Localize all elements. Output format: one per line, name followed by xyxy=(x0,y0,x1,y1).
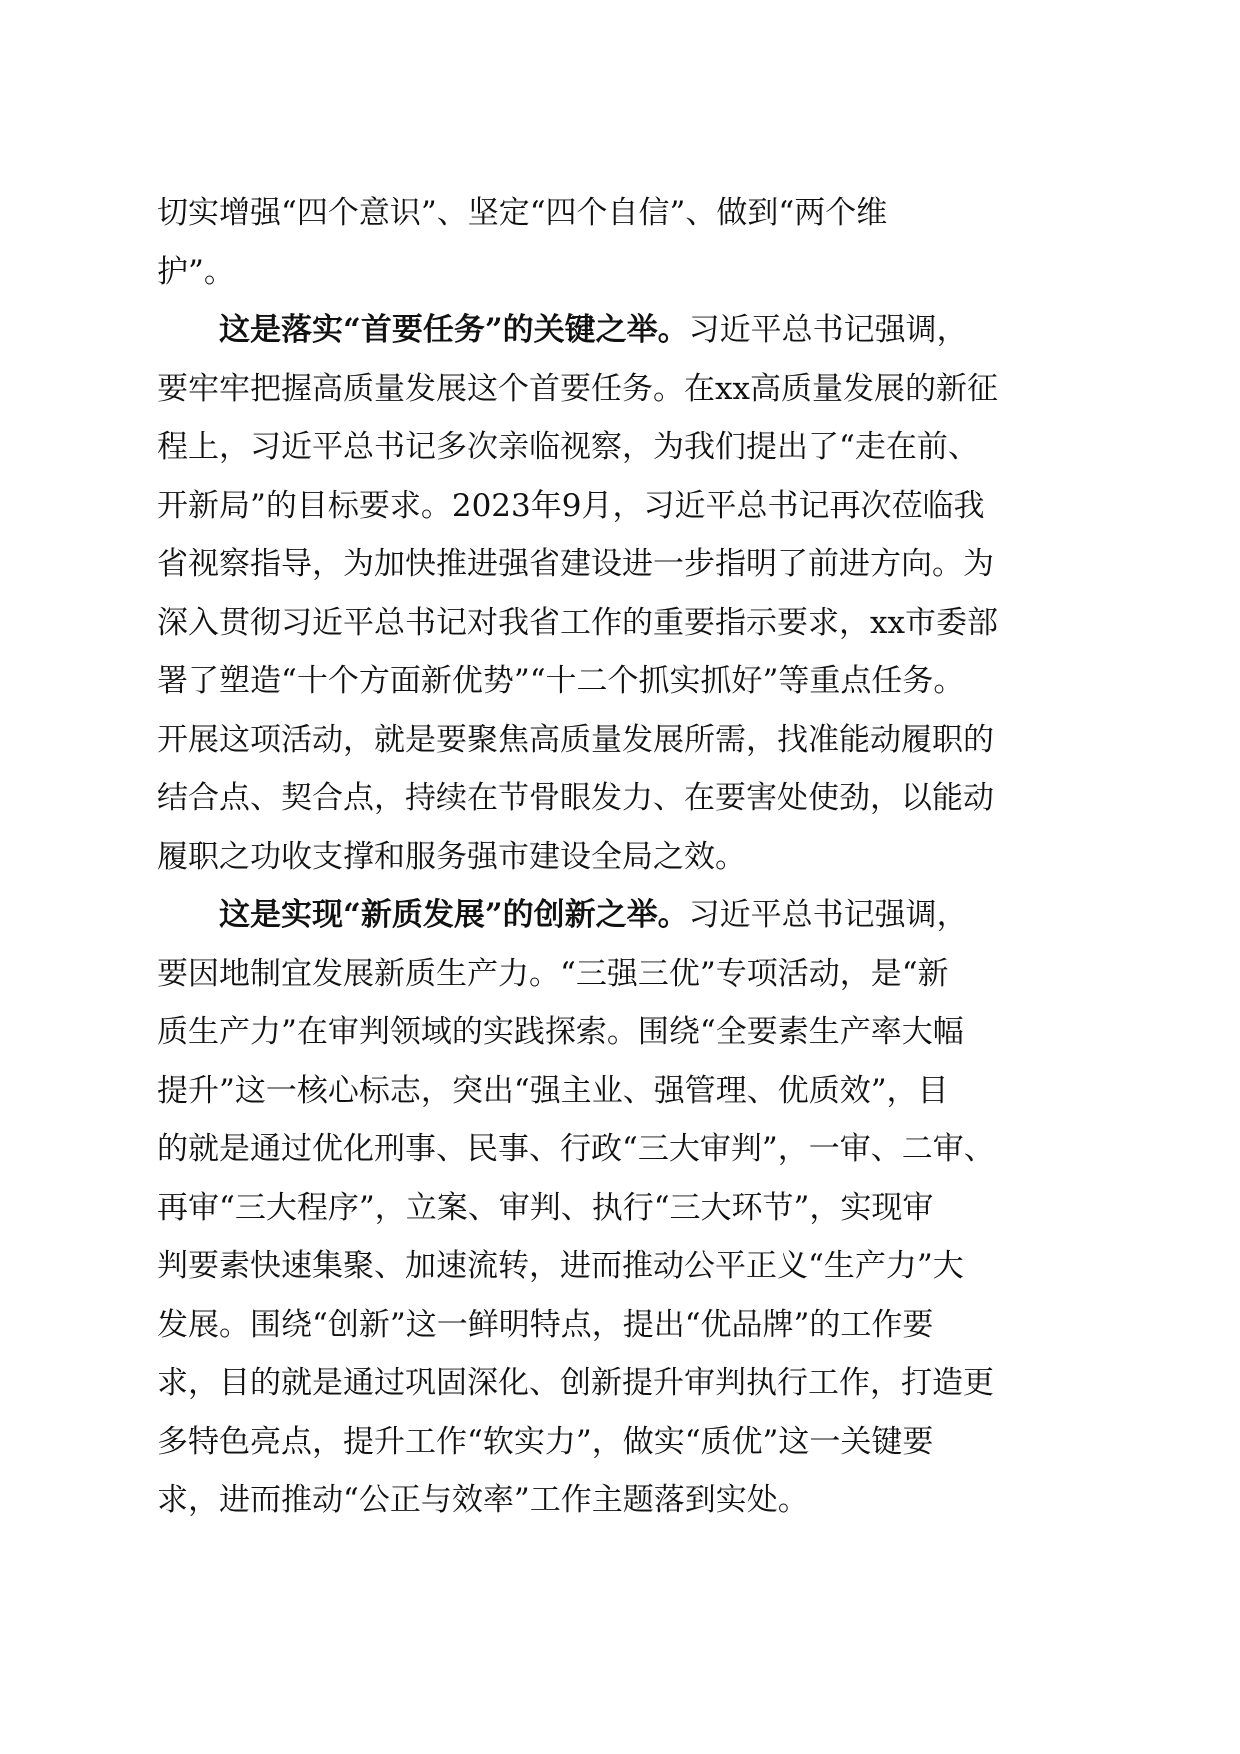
paragraph-first-task xyxy=(157,301,1087,886)
text-line: 再审“三大程序”，立案、审判、执行“三大环节”，实现审 xyxy=(157,1189,934,1226)
document-body xyxy=(157,184,1087,1530)
paragraph-first-line xyxy=(157,301,1087,360)
text-line: 判要素快速集聚、加速流转，进而推动公平正义“生产力”大 xyxy=(157,1248,964,1284)
text-line: 结合点、契合点，持续在节骨眼发力、在要害处使劲，以能动 xyxy=(157,780,994,816)
text-line: 护”。 xyxy=(157,253,235,290)
text-line: 的就是通过优化刑事、民事、行政“三大审判”，一审、二审、 xyxy=(157,1131,995,1167)
text-line: 要牢牢把握高质量发展这个首要任务。在xx高质量发展的新征 xyxy=(157,370,998,407)
paragraph-heading: 这是实现“新质发展”的创新之举。 xyxy=(219,897,689,933)
text-line: 开新局”的目标要求。2023年9月，习近平总书记再次莅临我 xyxy=(157,487,985,524)
text-line: 多特色亮点，提升工作“软实力”，做实“质优”这一关键要 xyxy=(157,1423,934,1460)
text-line: 切实增强“四个意识”、坚定“四个自信”、做到“两个维 xyxy=(157,195,888,231)
text-line: 求，目的就是通过巩固深化、创新提升审判执行工作，打造更 xyxy=(157,1365,994,1401)
text-line: 发展。围绕“创新”这一鲜明特点，提出“优品牌”的工作要 xyxy=(157,1306,934,1343)
text-line: 求，进而推动“公正与效率”工作主题落到实处。 xyxy=(157,1482,809,1518)
text-line: 署了塑造“十个方面新优势”“十二个抓实抓好”等重点任务。 xyxy=(157,663,965,699)
text-line: 开展这项活动，就是要聚焦高质量发展所需，找准能动履职的 xyxy=(157,721,994,758)
text-line: 深入贯彻习近平总书记对我省工作的重要指示要求，xx市委部 xyxy=(157,604,998,641)
text-line: 程上，习近平总书记多次亲临视察，为我们提出了“走在前、 xyxy=(157,429,979,465)
text-line: 质生产力”在审判领域的实践探索。围绕“全要素生产率大幅 xyxy=(157,1014,964,1050)
text-span: 习近平总书记强调， xyxy=(688,897,968,933)
text-span: 习近平总书记强调， xyxy=(688,312,968,348)
paragraph-heading: 这是落实“首要任务”的关键之举。 xyxy=(219,312,689,348)
text-line: 履职之功收支撑和服务强市建设全局之效。 xyxy=(157,838,746,875)
text-line: 省视察指导，为加快推进强省建设进一步指明了前进方向。为 xyxy=(157,546,994,582)
paragraph-new-quality xyxy=(157,886,1087,1530)
text-line: 要因地制宜发展新质生产力。“三强三优”专项活动，是“新 xyxy=(157,955,949,992)
paragraph-continuation xyxy=(157,184,1087,301)
text-line: 提升”这一核心标志，突出“强主业、强管理、优质效”，目 xyxy=(157,1072,949,1109)
paragraph-first-line xyxy=(157,886,1087,945)
